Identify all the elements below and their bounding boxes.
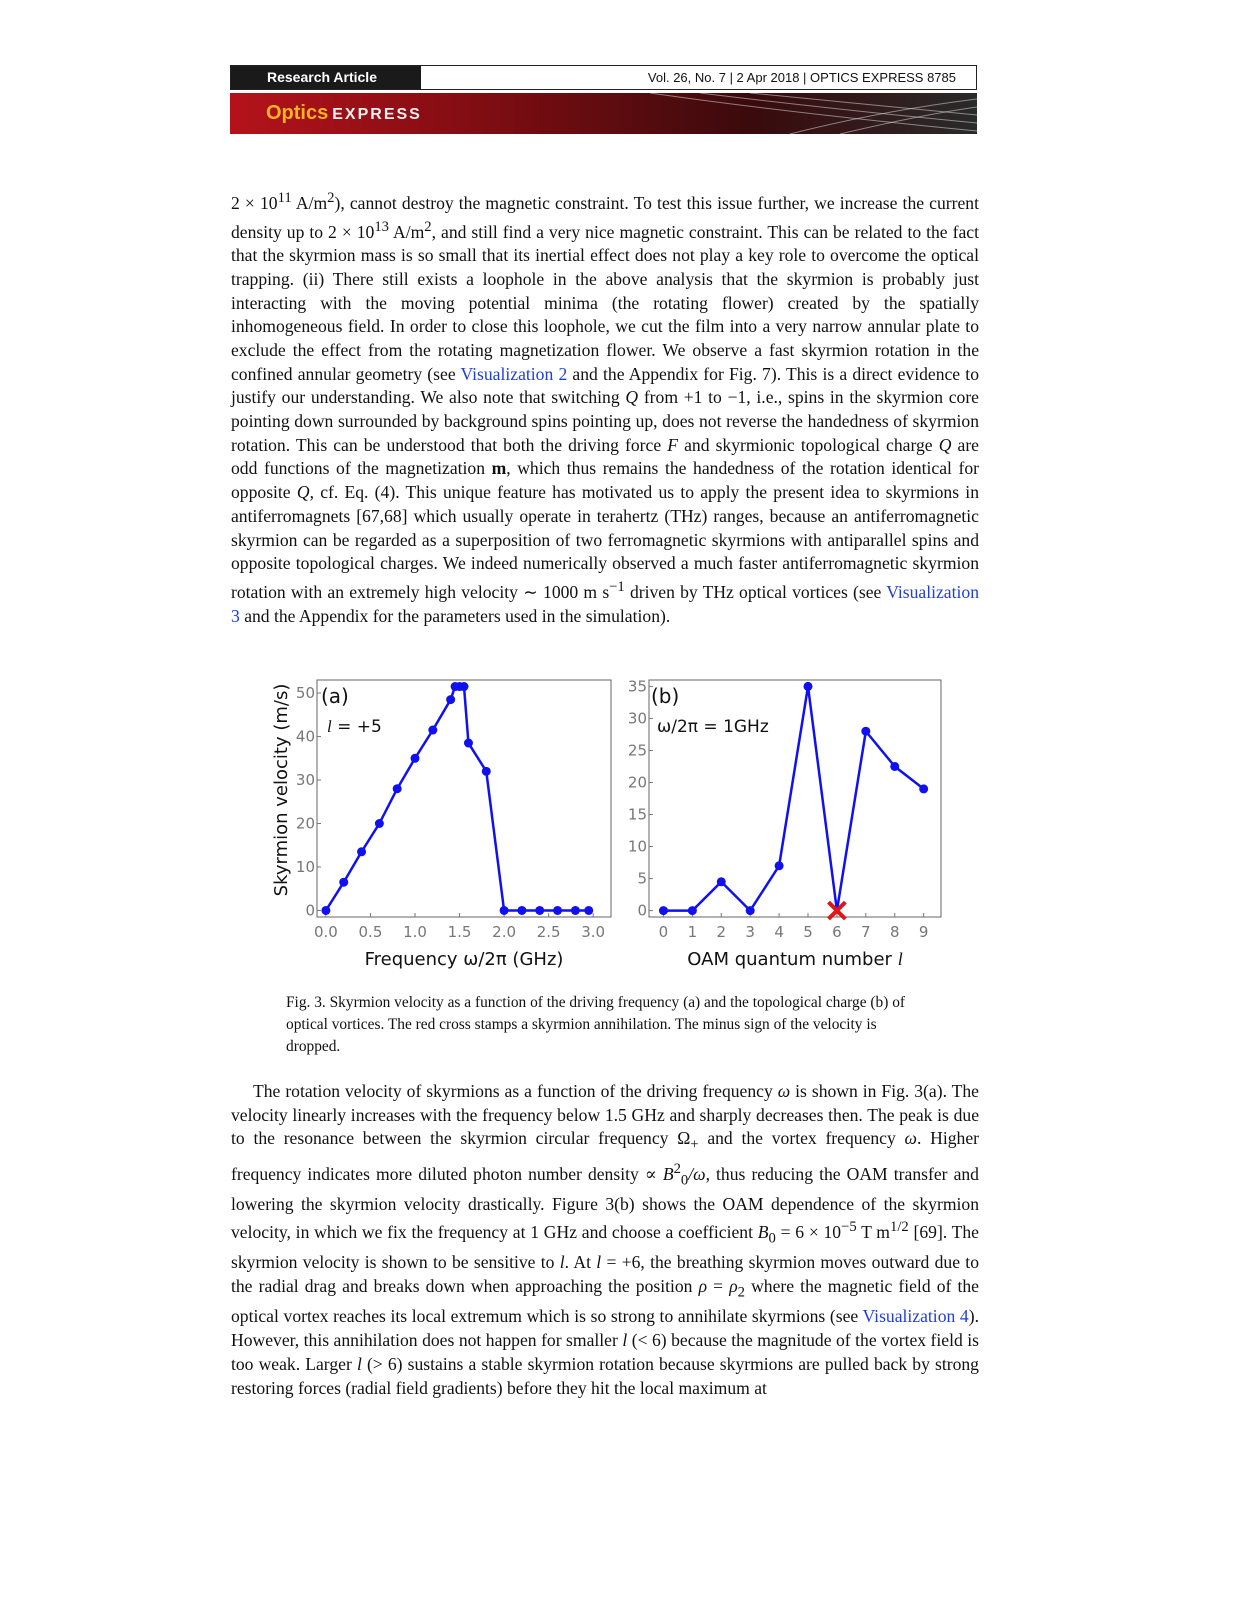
panel-a-x-label: Frequency ω/2π (GHz) bbox=[364, 949, 564, 970]
a-data-point bbox=[460, 682, 469, 691]
a-data-point bbox=[464, 739, 473, 748]
b-x-tick-label: 9 bbox=[918, 923, 929, 941]
b-y-tick-label: 20 bbox=[627, 773, 647, 792]
panel-a-annotation: l = +5 bbox=[327, 717, 382, 737]
panel-b-x-label: OAM quantum number l bbox=[687, 949, 903, 970]
b-x-tick-label: 2 bbox=[716, 923, 727, 941]
b-x-tick-label: 7 bbox=[861, 923, 871, 941]
b-x-tick-label: 1 bbox=[687, 923, 698, 941]
panel-a bbox=[296, 680, 611, 970]
a-data-point bbox=[535, 906, 544, 915]
visualization-2-link[interactable]: Visualization 2 bbox=[460, 363, 568, 384]
panel-a-label: (a) bbox=[321, 684, 349, 708]
y-axis-label: Skyrmion velocity (m/s) bbox=[271, 683, 292, 897]
a-y-tick-label: 40 bbox=[295, 727, 315, 746]
b-y-tick-label: 15 bbox=[627, 805, 647, 824]
b-x-tick-label: 8 bbox=[889, 923, 900, 941]
b-data-point bbox=[804, 682, 813, 691]
b-x-tick-label: 5 bbox=[803, 923, 813, 941]
journal-header-bar bbox=[230, 65, 977, 90]
panel-b-frame bbox=[649, 680, 941, 917]
panel-b-label: (b) bbox=[651, 684, 680, 708]
a-data-point bbox=[339, 878, 348, 887]
b-x-tick-label: 6 bbox=[832, 923, 842, 941]
a-data-point bbox=[553, 906, 562, 915]
b-y-tick-label: 25 bbox=[627, 741, 647, 760]
figure-3-caption: Fig. 3. Skyrmion velocity as a function of the driving frequency (a) and the topological charge (b) of optical vortices. The red cross stamps a skyrmion annihilation. The minus sign of the velocity is dropped. bbox=[286, 994, 906, 1055]
b-y-tick-label: 35 bbox=[627, 677, 647, 696]
b-data-point bbox=[775, 861, 784, 870]
b-data-point bbox=[861, 727, 870, 736]
panel-b bbox=[628, 677, 941, 970]
a-data-point bbox=[517, 906, 526, 915]
a-x-tick-label: 0.0 bbox=[313, 923, 338, 941]
a-data-point bbox=[375, 819, 384, 828]
b-data-point bbox=[688, 906, 697, 915]
a-x-tick-label: 3.0 bbox=[581, 923, 606, 941]
visualization-4-link[interactable]: Visualization 4 bbox=[862, 1306, 969, 1327]
b-data-point bbox=[659, 906, 668, 915]
b-data-point bbox=[717, 877, 726, 886]
visualization-3-link[interactable]: Visualization 3 bbox=[231, 581, 979, 626]
journal-banner bbox=[230, 93, 977, 134]
b-data-point bbox=[919, 784, 928, 793]
article-type-label: Research Article bbox=[231, 66, 421, 89]
a-x-tick-label: 2.5 bbox=[536, 923, 561, 941]
body-paragraph-1: $2 \times 10^{11}$ $A/m^2$), cannot destroy the magnetic constraint. To test this issue further, we increase the current density up to $2 \times 10^{13}$ $A/m^2$, and still find a very nice magnetic constraint. This can be related to the fact that the skyrmion mass is so small that its inertial effect does not play a key role to overcome the optical trapping. (ii) There still exists a loophole in the above analysis that the skyrmion is probably just interacting with the moving potential minima (the rotating flower) created by the spatially inhomogeneous field. In order to close this loophole, we cut the film into a very narrow annular plate to exclude the effect from the rotating magnetization flower. We observe a fast skyrmion rotation in the confined annular geometry (see Visualization 2 and the Appendix for Fig. 7). This is a direct evidence to justify our understanding. We also note that switching Q from +1 to −1, i.e., spins in the skyrmion core pointing down surrounded by background spins pointing up, does not reverse the handedness of skyrmion rotation. This can be understood that both the driving force F and skyrmionic topological charge Q are odd functions of the magnetization m, which thus remains the handedness of the rotation identical for opposite Q, cf. Eq. (4). This unique feature has motivated us to apply the present idea to skyrmions in antiferromagnets [67,68] which usually operate in terahertz (THz) ranges, because an antiferromagnetic skyrmion can be regarded as a superposition of two ferromagnetic skyrmions with antiparallel spins and opposite topological charges. We indeed numerically observed a much faster antiferromagnetic skyrmion rotation with an extremely high velocity ∼ 1000 m $s^{-1}$ driven by THz optical vortices (see Visualization 3 and the Appendix for the parameters used in the simulation). bbox=[231, 190, 979, 626]
journal-logo bbox=[266, 102, 422, 125]
a-data-point bbox=[428, 726, 437, 735]
a-y-tick-label: 30 bbox=[295, 771, 315, 790]
a-data-point bbox=[357, 847, 366, 856]
a-x-tick-label: 1.0 bbox=[403, 923, 427, 941]
a-data-point bbox=[411, 754, 420, 763]
b-x-tick-label: 3 bbox=[745, 923, 755, 941]
a-x-tick-label: 1.5 bbox=[447, 923, 472, 941]
panel-a-frame bbox=[317, 680, 611, 917]
a-data-point bbox=[446, 695, 455, 704]
logo-optics-text: Optics bbox=[266, 102, 329, 124]
a-data-point bbox=[321, 906, 330, 915]
a-x-tick-label: 0.5 bbox=[358, 923, 383, 941]
a-x-tick-label: 2.0 bbox=[492, 923, 517, 941]
b-data-point bbox=[890, 762, 899, 771]
panel-b-annotation: ω/2π = 1GHz bbox=[657, 717, 769, 737]
body-paragraph-2: The rotation velocity of skyrmions as a function of the driving frequency ω is shown in Fig. 3(a). The velocity linearly increases with the frequency below 1.5 GHz and sharply decreases then. The peak is due to the resonance between the skyrmion circular frequency $\Omega_+$ and the vortex frequency ω. Higher frequency indicates more diluted photon number density ∝ $B^2_0/\omega$, thus reducing the OAM transfer and lowering the skyrmion velocity drastically. Figure 3(b) shows the OAM dependence of the skyrmion velocity, in which we fix the frequency at 1 GHz and choose a coefficient $B_0 = 6 \times 10^{-5}$ T $m^{1/2}$ [69]. The skyrmion velocity is shown to be sensitive to l. At l = +6, the breathing skyrmion moves outward due to the radial drag and breaks down when approaching the position $\rho = \rho_2$ where the magnetic field of the optical vortex reaches its local extremum which is so strong to annihilate skyrmions (see Visualization 4). However, this annihilation does not happen for smaller l (< 6) because the magnitude of the vortex field is too weak. Larger l (> 6) sustains a stable skyrmion rotation because skyrmions are pulled back by strong restoring forces (radial field gradients) before they hit the local maximum at bbox=[231, 1081, 979, 1398]
b-y-tick-label: 30 bbox=[627, 709, 647, 728]
b-data-point bbox=[746, 906, 755, 915]
figure-3-plots bbox=[255, 670, 955, 980]
a-data-point bbox=[571, 906, 580, 915]
citation-line: Vol. 26, No. 7 | 2 Apr 2018 | OPTICS EXPRESS 8785 bbox=[647, 70, 956, 85]
logo-express-text: EXPRESS bbox=[332, 106, 422, 123]
b-x-tick-label: 4 bbox=[774, 923, 784, 941]
a-data-point bbox=[393, 784, 402, 793]
a-y-tick-label: 10 bbox=[295, 857, 315, 876]
a-y-tick-label: 20 bbox=[295, 814, 315, 833]
a-data-point bbox=[584, 906, 593, 915]
a-y-tick-label: 50 bbox=[295, 684, 315, 703]
a-data-point bbox=[482, 767, 491, 776]
b-x-tick-label: 0 bbox=[658, 923, 669, 941]
b-y-tick-label: 0 bbox=[637, 901, 647, 920]
b-y-tick-label: 10 bbox=[627, 837, 647, 856]
a-data-point bbox=[500, 906, 509, 915]
b-y-tick-label: 5 bbox=[637, 869, 647, 888]
a-y-tick-label: 0 bbox=[305, 901, 315, 920]
figure-3 bbox=[255, 670, 955, 980]
